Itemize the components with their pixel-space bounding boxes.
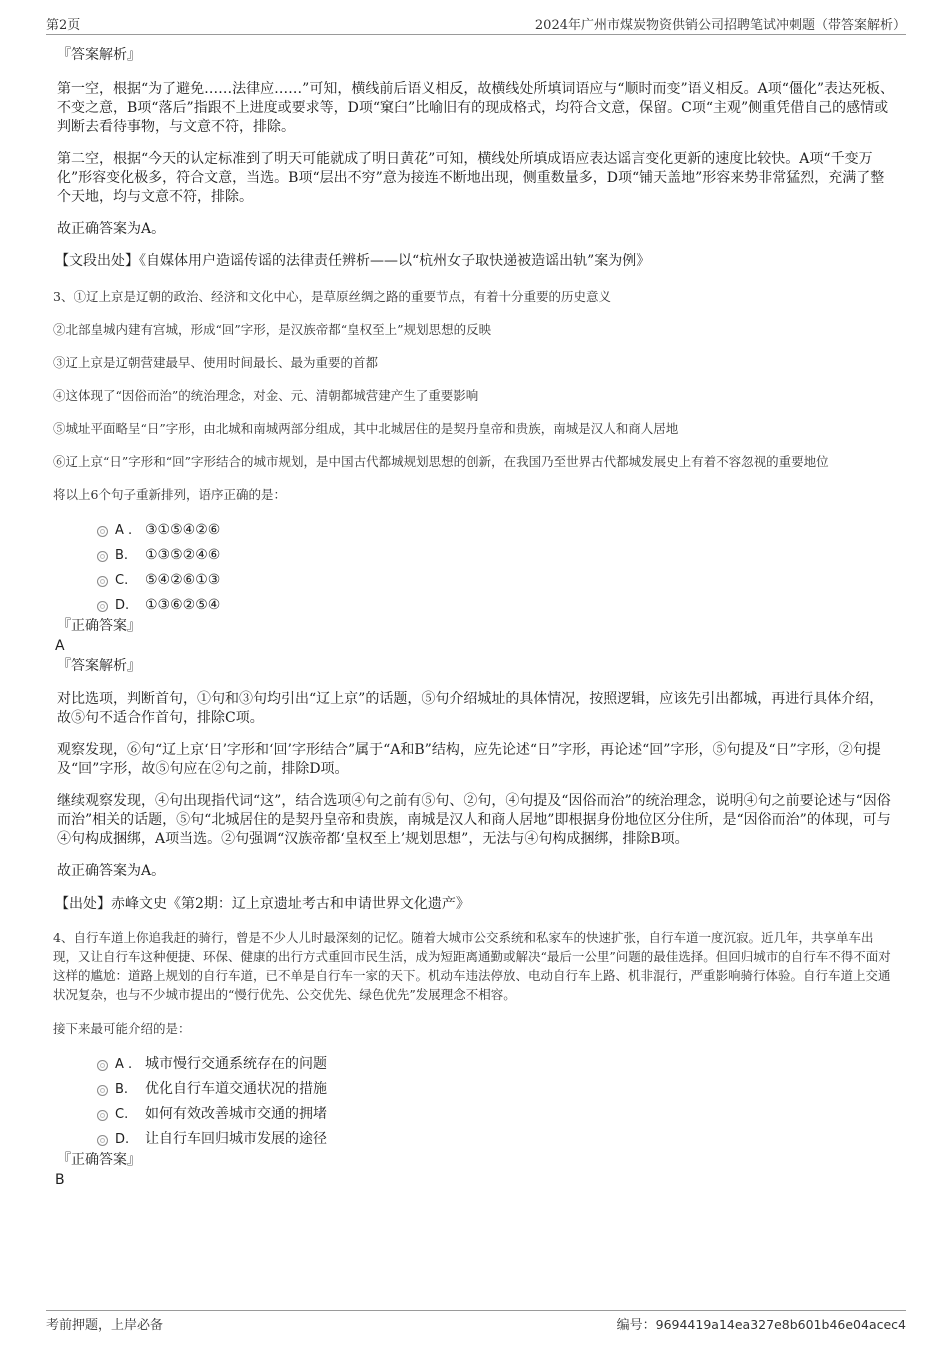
q3-sentence-1: 3、①辽上京是辽朝的政治、经济和文化中心，是草原丝绸之路的重要节点，有着十分重要的历史意义: [53, 289, 611, 304]
q4-stem: 4、自行车道上你追我赶的骑行，曾是不少人儿时最深刻的记忆。随着大城市公交系统和私家车的快速扩张，自行车道一度沉寂。近几年，共享单车出现，又让自行车这种便捷、环保、健康的出行方式重回市民生活，成为短距离通勤或解决“最后一公里”问题的最佳选择。但回归城市的自行车不得不面对这样的尴尬：道路上规划的自行车道，已不单是自行车一家的天下。机动车违法停放、电动自行车上路、机非混行，严重影响骑行体验。自行车道上交通状况复杂，也与不少城市提出的“慢行优先、公交优先、绿色优先”发展理念不相容。: [53, 930, 891, 1002]
q4-option-b[interactable]: B. 优化自行车道交通状况的措施: [97, 1080, 895, 1105]
document-code: [617, 1314, 906, 1333]
q2-analysis-tag: 『答案解析』: [57, 47, 141, 63]
q3-answer: A: [55, 638, 65, 654]
q3-option-d[interactable]: D. ①③⑥②⑤④: [97, 596, 895, 621]
q4-options: [57, 1055, 895, 1155]
radio-icon[interactable]: [97, 1060, 108, 1071]
footer-slogan: 考前押题，上岸必备: [46, 1318, 164, 1333]
q3-sentence-4: ④这体现了“因俗而治”的统治理念，对金、元、清朝都城营建产生了重要影响: [53, 388, 479, 403]
q3-option-c[interactable]: C. ⑤④②⑥①③: [97, 571, 895, 596]
radio-icon[interactable]: [97, 1135, 108, 1146]
q3-source: 【出处】赤峰文史《第2期：辽上京遗址考古和申请世界文化遗产》: [55, 896, 470, 912]
document-title: 2024年广州市煤炭物资供销公司招聘笔试冲刺题（带答案解析）: [534, 18, 906, 33]
q4-option-d[interactable]: D. 让自行车回归城市发展的途径: [97, 1130, 895, 1155]
radio-icon[interactable]: [97, 576, 108, 587]
q3-options: [57, 521, 895, 621]
radio-icon[interactable]: [97, 1110, 108, 1121]
q3-option-b[interactable]: B. ①③⑤②④⑥: [97, 546, 895, 571]
q3-sentence-3: ③辽上京是辽朝营建最早、使用时间最长、最为重要的首都: [53, 355, 379, 370]
page-footer: [46, 1310, 906, 1333]
q3-analysis-a2: 观察发现，⑥句“辽上京‘日’字形和‘回’字形结合”属于“A和B”结构，应先论述“日”字形，再论述“回”字形，⑤句提及“日”字形，②句提及“回”字形，故⑤句应在②句之前，排除D项。: [57, 742, 881, 777]
radio-icon[interactable]: [97, 601, 108, 612]
q3-analysis-tag: 『答案解析』: [57, 658, 141, 674]
q3-analysis-a3: 继续观察发现，④句出现指代词“这”，结合选项④句之前有⑤句、②句，④句提及“因俗而治”的统治理念，说明④句之前要论述与“因俗而治”相关的话题，⑤句“北城居住的是契丹皇帝和贵族，南城是汉人和商人居地”即根据身份地位区分住所，是“因俗而治”的体现，可与④句构成捆绑，A项当选。②句强调“汉族帝都‘皇权至上’规划思想”，无法与④句构成捆绑，排除B项。: [57, 793, 891, 847]
q4-prompt: 接下来最可能介绍的是：: [53, 1021, 191, 1036]
q3-sentence-2: ②北部皇城内建有宫城，形成“回”字形，是汉族帝都“皇权至上”规划思想的反映: [53, 322, 492, 337]
q3-prompt: 将以上6个句子重新排列，语序正确的是：: [53, 487, 286, 502]
radio-icon[interactable]: [97, 551, 108, 562]
q2-source: 【文段出处】《自媒体用户造谣传谣的法律责任辨析——以“杭州女子取快递被造谣出轨”案为例》: [55, 253, 651, 269]
code-value: 9694419a14ea327e8b601b46e04acec4: [655, 1317, 906, 1332]
q2-analysis-p1: 第一空，根据“为了避免……法律应……”可知，横线前后语义相反，故横线处所填词语应与“顺时而变”语义相反。A项“僵化”表达死板、不变之意，B项“落后”指跟不上进度或要求等，D项“窠臼”比喻旧有的现成格式，均符合文意，保留。C项“主观”侧重凭借自己的感情或判断去看待事物，与文意不符，排除。: [57, 81, 895, 135]
q4-option-c[interactable]: C. 如何有效改善城市交通的拥堵: [97, 1105, 895, 1130]
q3-option-a[interactable]: A . ③①⑤④②⑥: [97, 521, 895, 546]
page-number: 第2页: [46, 18, 81, 33]
q2-analysis-p2: 第二空，根据“今天的认定标准到了明天可能就成了明日黄花”可知，横线处所填成语应表达谣言变化更新的速度比较快。A项“千变万化”形容变化极多，符合文意，当选。B项“层出不穷”意为接连不断地出现，侧重数量多，D项“铺天盖地”形容来势非常猛烈，充满了整个天地，均与文意不符，排除。: [57, 151, 885, 205]
q3-sentence-5: ⑤城址平面略呈“日”字形，由北城和南城两部分组成，其中北城居住的是契丹皇帝和贵族，南城是汉人和商人居地: [53, 421, 679, 436]
radio-icon[interactable]: [97, 1085, 108, 1096]
q3-sentence-6: ⑥辽上京“日”字形和“回”字形结合的城市规划，是中国古代都城规划思想的创新，在我国乃至世界古代都城发展史上有着不容忽视的重要地位: [53, 454, 829, 469]
radio-icon[interactable]: [97, 526, 108, 537]
q4-option-a[interactable]: A . 城市慢行交通系统存在的问题: [97, 1055, 895, 1080]
q3-conclusion: 故正确答案为A。: [57, 863, 166, 879]
q4-answer: B: [55, 1172, 65, 1188]
q3-analysis-a1: 对比选项，判断首句，①句和③句均引出“辽上京”的话题，⑤句介绍城址的具体情况，按照逻辑，应该先引出都城，再进行具体介绍，故⑤句不适合作首句，排除C项。: [57, 691, 884, 726]
q4-answer-tag: 『正确答案』: [57, 1152, 141, 1168]
main-content: [53, 46, 895, 1189]
code-label: 编号：: [616, 1318, 656, 1333]
q3-answer-tag: 『正确答案』: [57, 618, 141, 634]
q2-conclusion: 故正确答案为A。: [57, 221, 166, 237]
page-header: [46, 14, 906, 35]
